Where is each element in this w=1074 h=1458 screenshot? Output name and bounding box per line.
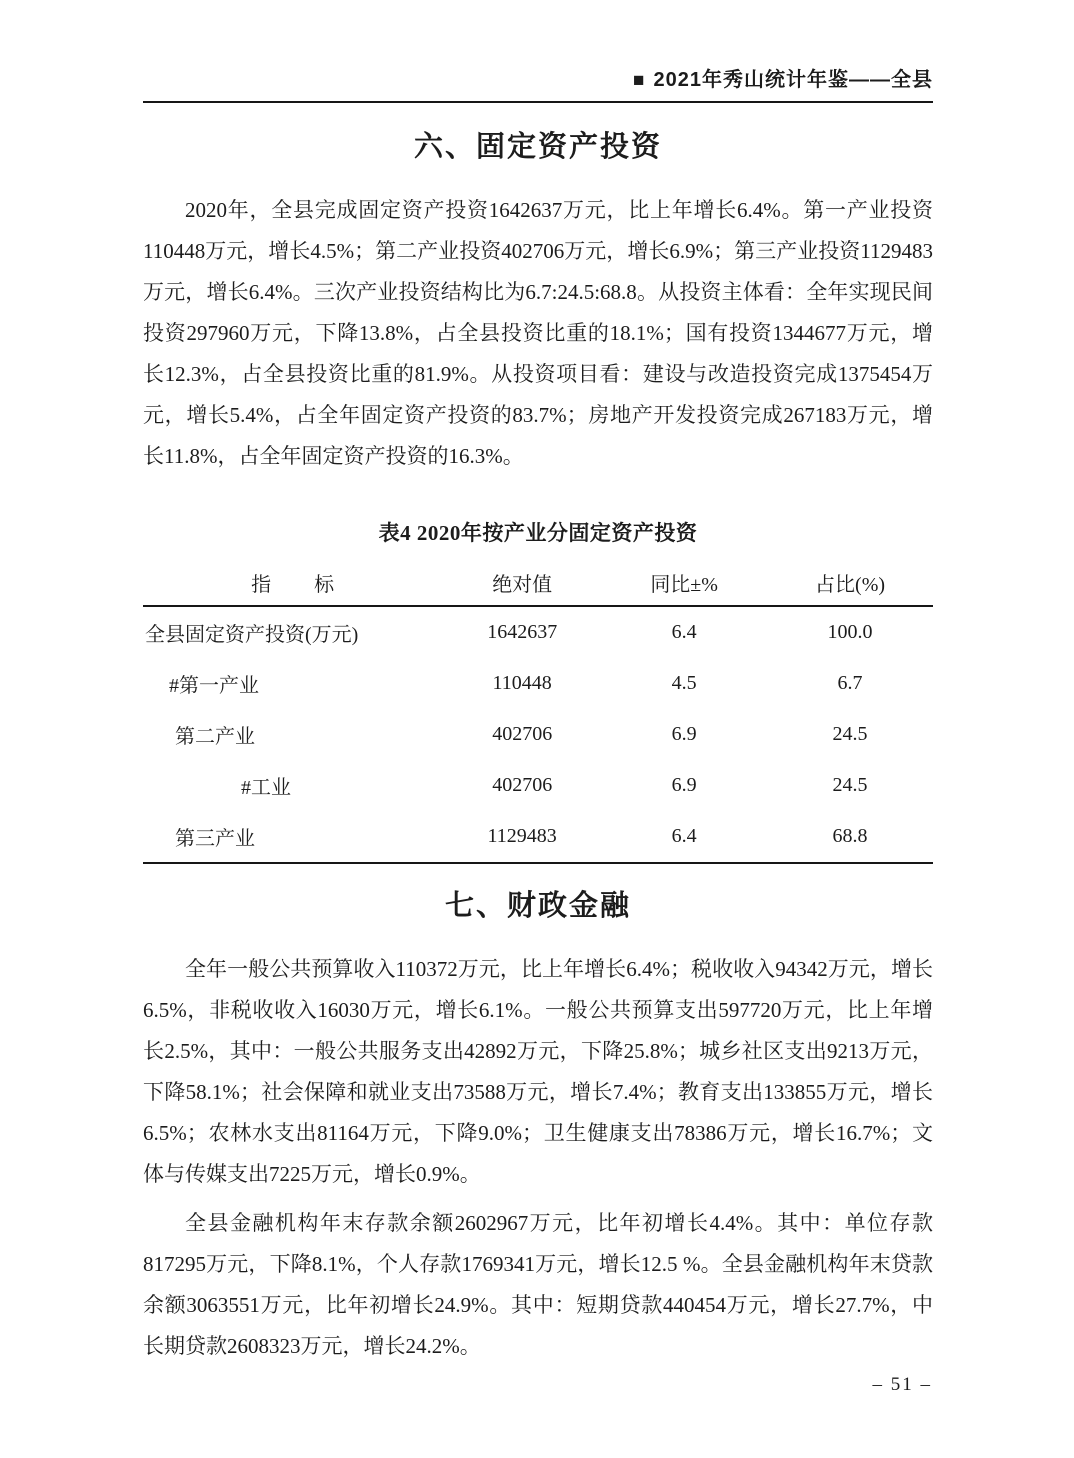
section-title-fixed-assets: 六、固定资产投资 xyxy=(413,131,662,163)
fixed-assets-paragraph: 2020年，全县完成固定资产投资1642637万元，比上年增长6.4%。第一产业投资110448万元，增长4.5%；第二产业投资402706万元，增长6.9%；第三产业投资1129483万元，增长6.4%。三次产业投资结构比为6.7:24.5:68.8。从投资主体看：全年实现民间投资297960万元，下降13.8%，占全县投资比重的18.1%；国有投资1344677万元，增长12.3%，占全县投资比重的81.9%。从投资项目看：建设与改造投资完成1375454万元，增长5.4%，占全年固定资产投资的83.7%；房地产开发投资完成267183万元，增长11.8%，占全年固定资产投资的16.3%。 xyxy=(143,198,933,468)
col-header-absolute: 绝对值 xyxy=(492,573,553,596)
row-yoy: 6.9 xyxy=(671,774,697,796)
section-title-finance: 七、财政金融 xyxy=(444,890,631,922)
table-header-row xyxy=(143,559,933,607)
row-share: 24.5 xyxy=(832,774,868,796)
row-share: 68.8 xyxy=(832,825,868,847)
running-header-title: 2021年秀山统计年鉴——全县 xyxy=(653,69,933,91)
row-indicator: #工业 xyxy=(241,777,291,799)
page-number: – 51 – xyxy=(872,1374,932,1395)
row-indicator: 第二产业 xyxy=(175,726,255,748)
row-yoy: 6.4 xyxy=(671,825,697,847)
row-absolute: 402706 xyxy=(492,774,553,796)
row-absolute: 110448 xyxy=(492,672,552,694)
row-indicator: 全县固定资产投资(万元) xyxy=(145,624,359,646)
table-row xyxy=(143,658,933,709)
row-share: 24.5 xyxy=(832,723,868,745)
row-absolute: 1129483 xyxy=(487,825,557,847)
row-absolute: 402706 xyxy=(492,723,553,745)
row-share: 100.0 xyxy=(827,621,873,643)
table-row xyxy=(143,709,933,760)
row-absolute: 1642637 xyxy=(487,621,558,643)
table-row xyxy=(143,760,933,811)
square-bullet-icon: ■ xyxy=(633,70,646,91)
col-header-indicator: 指 标 xyxy=(251,573,336,596)
finance-paragraph-deposits: 全县金融机构年末存款余额2602967万元，比年初增长4.4%。其中：单位存款817295万元，下降8.1%，个人存款1769341万元，增长12.5 %。全县金融机构年末贷款余额3063551万元，比年初增长24.9%。其中：短期贷款440454万元，增长27.7%，中长期贷款2608323万元，增长24.2%。 xyxy=(143,1211,933,1358)
fixed-assets-table xyxy=(143,559,933,864)
row-indicator: #第一产业 xyxy=(169,675,259,697)
table-row xyxy=(143,811,933,862)
table-row xyxy=(143,607,933,658)
finance-paragraph-budget: 全年一般公共预算收入110372万元，比上年增长6.4%；税收收入94342万元，增长6.5%，非税收收入16030万元，增长6.1%。一般公共预算支出597720万元，比上年增长2.5%，其中：一般公共服务支出42892万元，下降25.8%；城乡社区支出9213万元，下降58.1%；社会保障和就业支出73588万元，增长7.4%；教育支出133855万元，增长6.5%；农林水支出81164万元，下降9.0%；卫生健康支出78386万元，增长16.7%；文体与传媒支出7225万元，增长0.9%。 xyxy=(143,957,933,1186)
running-header xyxy=(143,66,933,103)
row-yoy: 4.5 xyxy=(671,672,697,694)
row-share: 6.7 xyxy=(837,672,863,694)
row-yoy: 6.9 xyxy=(671,723,697,745)
page-content xyxy=(143,0,933,1367)
row-yoy: 6.4 xyxy=(671,621,697,643)
col-header-yoy: 同比±% xyxy=(650,573,718,596)
table-title: 表4 2020年按产业分固定资产投资 xyxy=(378,521,698,545)
row-indicator: 第三产业 xyxy=(175,828,255,850)
col-header-share: 占比(%) xyxy=(815,573,886,596)
